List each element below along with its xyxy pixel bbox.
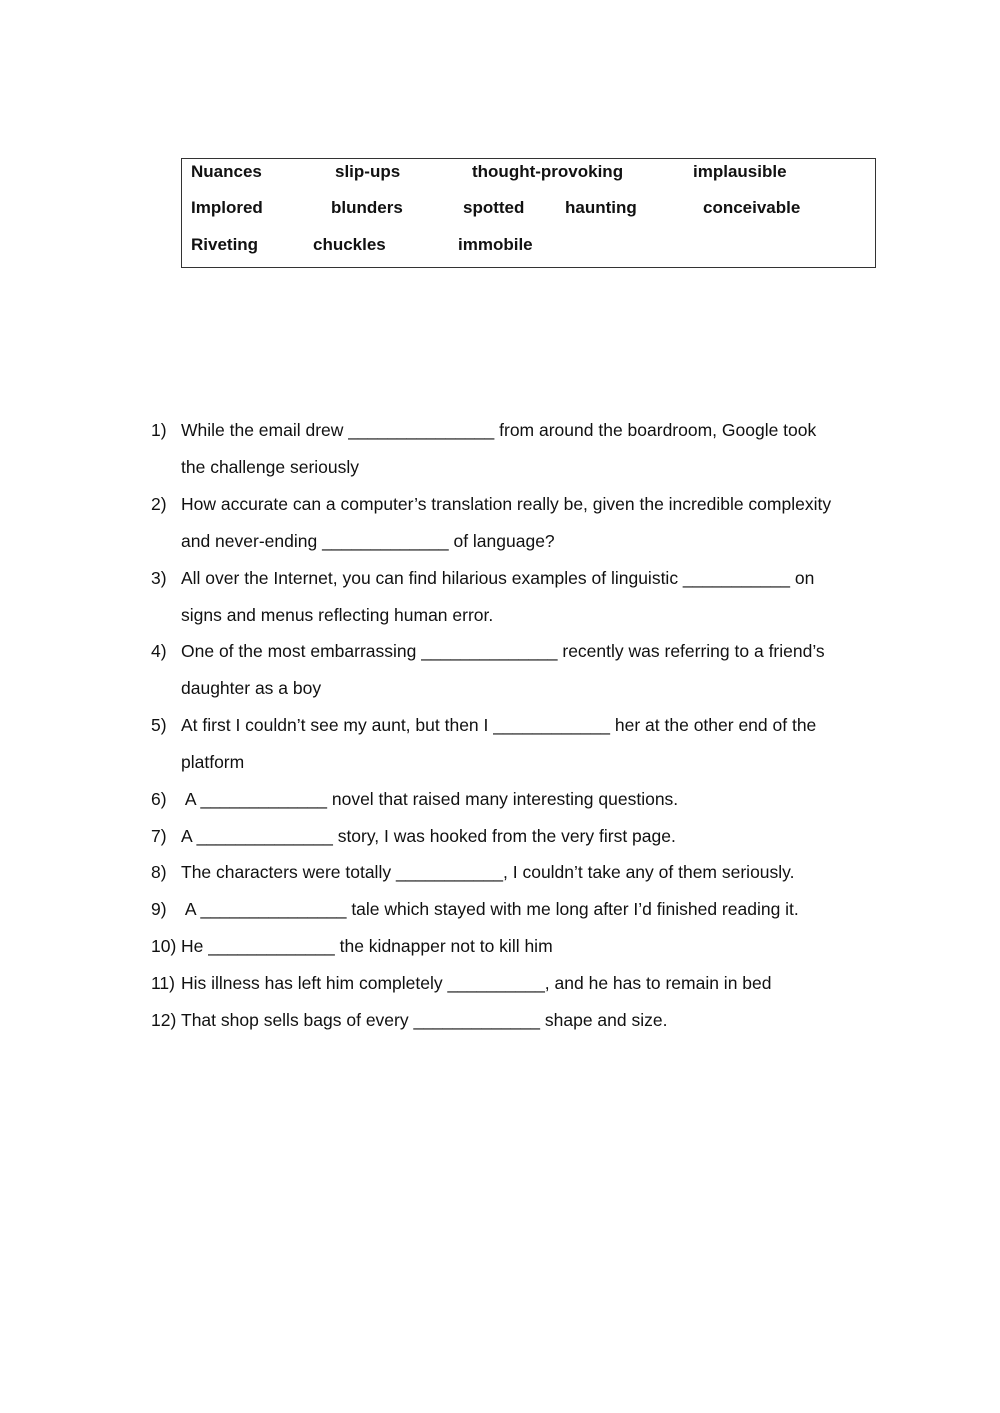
question-text: That shop sells bags of every _____________ shape and size. [181, 1010, 668, 1030]
question-number: 11) [151, 973, 175, 993]
question-text: The characters were totally ___________, I couldn’t take any of them seriously. [181, 862, 795, 882]
word-bank-word: haunting [565, 198, 637, 217]
question-text: All over the Internet, you can find hilarious examples of linguistic ___________ on [181, 568, 815, 588]
question-number: 3) [151, 568, 167, 588]
question-text: While the email drew _______________ from around the boardroom, Google took [181, 420, 817, 440]
word-bank-word: chuckles [313, 235, 386, 254]
question-number: 6) [151, 789, 167, 809]
word-bank-word: conceivable [703, 198, 801, 217]
question-text: One of the most embarrassing ______________ recently was referring to a friend’s [181, 641, 825, 661]
word-bank-word: Implored [191, 198, 263, 217]
question-text: A ______________ story, I was hooked from the very first page. [181, 826, 676, 846]
question-number: 9) [151, 899, 167, 919]
question-text: How accurate can a computer’s translation really be, given the incredible complexity [181, 494, 832, 514]
question-text-continued: and never-ending _____________ of language? [181, 531, 555, 551]
word-bank-box [181, 158, 876, 268]
question-number: 5) [151, 715, 167, 735]
word-bank-word: blunders [331, 198, 403, 217]
word-bank-word: implausible [693, 162, 787, 181]
question-text-continued: the challenge seriously [181, 457, 360, 477]
word-bank-word: spotted [463, 198, 525, 217]
question-text-continued: daughter as a boy [181, 678, 322, 698]
question-number: 8) [151, 862, 167, 882]
question-text: At first I couldn’t see my aunt, but then I ____________ her at the other end of the [181, 715, 817, 735]
question-number: 4) [151, 641, 167, 661]
question-text: A _____________ novel that raised many interesting questions. [181, 789, 679, 809]
question-text-continued: signs and menus reflecting human error. [181, 605, 494, 625]
question-text: He _____________ the kidnapper not to kill him [181, 936, 553, 956]
question-number: 12) [151, 1010, 177, 1030]
question-number: 10) [151, 936, 177, 956]
question-number: 2) [151, 494, 167, 514]
word-bank-word: thought-provoking [472, 162, 624, 181]
word-bank-word: immobile [458, 235, 533, 254]
word-bank-word: Riveting [191, 235, 259, 254]
question-number: 1) [151, 420, 167, 440]
question-number: 7) [151, 826, 167, 846]
question-text: A _______________ tale which stayed with me long after I’d finished reading it. [181, 899, 799, 919]
question-text: His illness has left him completely __________, and he has to remain in bed [181, 973, 772, 993]
word-bank-word: slip-ups [335, 162, 401, 181]
word-bank-word: Nuances [191, 162, 262, 181]
question-text-continued: platform [181, 752, 245, 772]
